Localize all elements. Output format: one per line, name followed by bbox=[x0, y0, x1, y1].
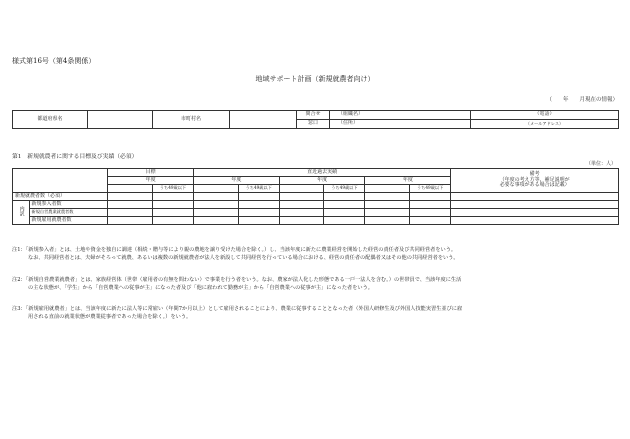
actual-year-1: 年度 bbox=[194, 177, 280, 185]
actual1-total[interactable] bbox=[194, 185, 239, 193]
actual3-total[interactable] bbox=[365, 185, 410, 193]
note-2-line-1: 注2：「新規自営農業就農者」とは、家族経営体（世帯（雇用者の有無を問わない）で事業を行う者をいう。なお、農家が法人化した形態である一戸一法人を含む。）の世帯員で、当該年度に生活 bbox=[12, 277, 462, 283]
cell[interactable] bbox=[238, 193, 279, 201]
cell[interactable] bbox=[410, 193, 451, 201]
note-3-line-2: 用される直前の就業状態が農業従事者であった場合を除く。）をいう。 bbox=[28, 314, 192, 321]
actual-header: 直近過去実績 bbox=[194, 169, 451, 177]
contact-label-1: 問合せ bbox=[297, 111, 330, 120]
corner-cell bbox=[13, 169, 108, 177]
cell[interactable] bbox=[324, 217, 365, 225]
cell[interactable] bbox=[108, 209, 153, 217]
remarks-title: 備考 bbox=[529, 170, 540, 177]
actual-year-2: 年度 bbox=[279, 177, 365, 185]
cell[interactable] bbox=[279, 217, 324, 225]
table-row bbox=[13, 217, 619, 225]
cell[interactable] bbox=[194, 201, 239, 209]
actual2-total[interactable] bbox=[279, 185, 324, 193]
form-number: 様式第16号（第4条関係） bbox=[12, 57, 96, 65]
cell[interactable] bbox=[279, 193, 324, 201]
cell[interactable] bbox=[410, 201, 451, 209]
cell[interactable] bbox=[410, 209, 451, 217]
remarks-cell[interactable] bbox=[451, 201, 619, 209]
cell[interactable] bbox=[194, 193, 239, 201]
table-row bbox=[13, 193, 619, 201]
target-total[interactable] bbox=[108, 185, 153, 193]
unit-label: （単位：人） bbox=[585, 161, 616, 167]
section-title: 第1 新規就農者に関する目標及び実績（必須） bbox=[12, 154, 138, 160]
remarks-cell[interactable] bbox=[451, 209, 619, 217]
cell[interactable] bbox=[238, 209, 279, 217]
address-label[interactable]: （住所） bbox=[330, 120, 471, 129]
cell[interactable] bbox=[365, 201, 410, 209]
document-title: 地域サポート計画（新規就農者向け） bbox=[255, 75, 375, 83]
remarks-note-2: 必要な事項がある場合は記載） bbox=[499, 182, 570, 189]
target-year: 年度 bbox=[108, 177, 194, 185]
cell[interactable] bbox=[279, 201, 324, 209]
cell[interactable] bbox=[152, 217, 193, 225]
remarks-cell[interactable] bbox=[451, 193, 619, 201]
org-label[interactable]: （組織名） bbox=[330, 111, 471, 120]
cell[interactable] bbox=[152, 209, 193, 217]
cell[interactable] bbox=[324, 209, 365, 217]
note-3 bbox=[12, 305, 618, 321]
table-row bbox=[13, 209, 619, 217]
email-label[interactable]: （メールアドレス） bbox=[471, 120, 619, 129]
row-self-label: 新規自営農業就農者数 bbox=[29, 209, 108, 217]
contact-label-2: 窓口 bbox=[297, 120, 330, 129]
remarks-header bbox=[451, 169, 619, 193]
cell[interactable] bbox=[365, 209, 410, 217]
phone-label[interactable]: （電話） bbox=[471, 111, 619, 120]
cell[interactable] bbox=[238, 201, 279, 209]
info-table bbox=[12, 110, 619, 129]
note-1-line-1: 注1：「新規参入者」とは、土地や資金を独自に調達（相続・贈与等により親の農地を譲り受けた場合を除く。）し、当該年度に新たに農業経営を開始した経営の責任者及び共同経営者をいう。 bbox=[12, 247, 457, 253]
cell[interactable] bbox=[279, 209, 324, 217]
cell[interactable] bbox=[324, 201, 365, 209]
actual1-under49: うち49歳以下 bbox=[238, 185, 279, 193]
remarks-cell[interactable] bbox=[451, 217, 619, 225]
municipality-field[interactable] bbox=[230, 111, 297, 129]
breakdown-label: 内訳 bbox=[13, 201, 30, 225]
cell[interactable] bbox=[365, 217, 410, 225]
target-header: 目標 bbox=[108, 169, 194, 177]
note-1-line-2: なお、共同経営者とは、夫婦がそろって就農、あるいは複数の新規就農者が法人を新設して共同経営を行っている場合における、経営の責任者の配偶者又はその他の共同経営者をいう。 bbox=[28, 255, 459, 262]
cell[interactable] bbox=[410, 217, 451, 225]
row-entrant-label: 新規参入者数 bbox=[29, 201, 108, 209]
row-total-label: 新規就農者数（必須） bbox=[13, 193, 108, 201]
as-of-date: （ 年 月現在の情報） bbox=[546, 97, 618, 103]
cell[interactable] bbox=[108, 193, 153, 201]
cell[interactable] bbox=[324, 193, 365, 201]
targets-table bbox=[12, 168, 619, 225]
note-2 bbox=[12, 276, 618, 292]
actual3-under49: うち49歳以下 bbox=[410, 185, 451, 193]
cell[interactable] bbox=[108, 201, 153, 209]
municipality-label: 市町村名 bbox=[153, 111, 230, 129]
prefecture-label: 都道府県名 bbox=[13, 111, 88, 129]
cell[interactable] bbox=[108, 217, 153, 225]
cell[interactable] bbox=[238, 217, 279, 225]
cell[interactable] bbox=[365, 193, 410, 201]
prefecture-field[interactable] bbox=[88, 111, 153, 129]
note-3-line-1: 注3：「新規雇用就農者」とは、当該年度に新たに法人等に常雇い（年間7か月以上）として雇用されることにより、農業に従事することとなった者（外国人研修生及び外国人技能実習生並びに雇 bbox=[12, 306, 463, 312]
actual-year-3: 年度 bbox=[365, 177, 451, 185]
corner-cell-3 bbox=[13, 185, 108, 193]
target-under49: うち49歳以下 bbox=[152, 185, 193, 193]
row-employed-label: 新規雇用就農者数 bbox=[29, 217, 108, 225]
cell[interactable] bbox=[152, 201, 193, 209]
corner-cell-2 bbox=[13, 177, 108, 185]
cell[interactable] bbox=[194, 209, 239, 217]
actual2-under49: うち49歳以下 bbox=[324, 185, 365, 193]
note-2-line-2: の主な状態が、「学生」から「自営農業への従事が主」になった者及び「他に雇われて勤務が主」から「自営農業への従事が主」になった者をいう。 bbox=[28, 285, 373, 292]
note-1 bbox=[12, 246, 618, 262]
table-row bbox=[13, 201, 619, 209]
cell[interactable] bbox=[194, 217, 239, 225]
remarks-note-1: （年度の考え方等、補足説明が bbox=[499, 176, 570, 183]
cell[interactable] bbox=[152, 193, 193, 201]
